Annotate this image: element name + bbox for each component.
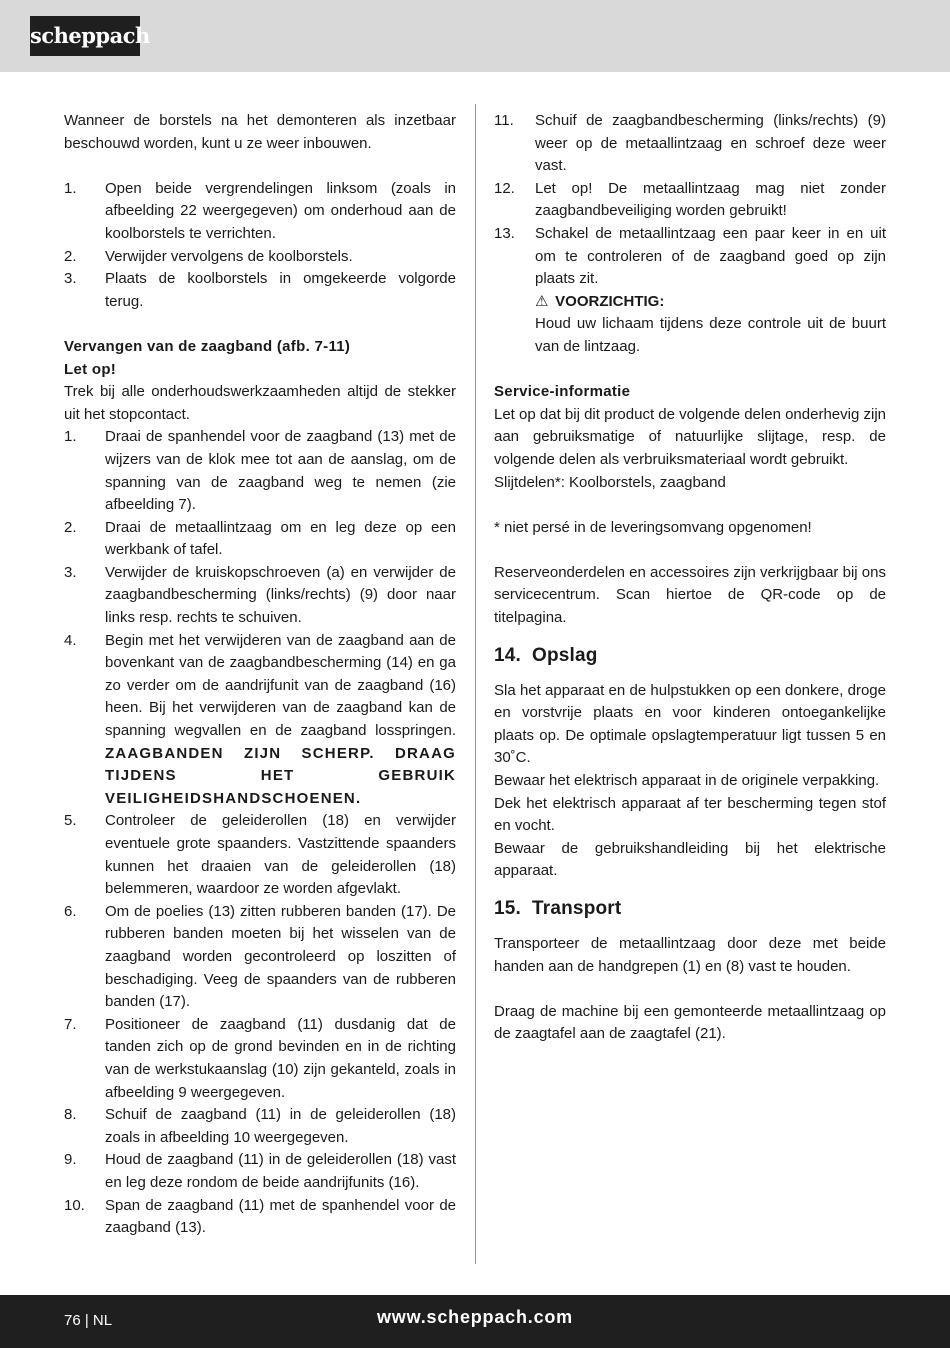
list-item: 2. Draai de metaallintzaag om en leg deze op een werkbank of tafel. <box>64 518 456 559</box>
list-item: 7. Positioneer de zaagband (11) dusdanig dat de tanden zich op de grond bevinden en in de richting van de werkstukaanslag (10) zijn gekanteld, zoals in afbeelding 9 weergegeven. <box>64 1015 456 1101</box>
service-heading: Service-informatie <box>494 383 631 401</box>
section-heading-storage: 14. Opslag <box>494 644 598 666</box>
page-header <box>0 0 950 72</box>
left-column <box>64 110 456 1240</box>
list-item: 1. Open beide vergrendelingen linksom (zoals in afbeelding 22 weergegeven) om onderhoud aan de koolborstels te verrichten. <box>64 179 456 242</box>
page-number: 76 | NL <box>64 1312 113 1329</box>
right-column <box>494 110 886 1046</box>
scheppach-logo: scheppach <box>30 16 140 56</box>
column-divider <box>475 104 476 1264</box>
caution-text: Houd uw lichaam tijdens deze controle uit de buurt van de lintzaag. <box>535 315 886 355</box>
list-item: 2. Verwijder vervolgens de koolborstels. <box>64 247 353 265</box>
page-footer <box>0 1295 950 1348</box>
transport-p2: Draag de machine bij een gemonteerde metaallintzaag op de zaagtafel aan de zaagtafel (21). <box>494 1002 886 1043</box>
list-item: 12. Let op! De metaallintzaag mag niet zonder zaagbandbeveiliging worden gebruikt! <box>494 179 886 220</box>
list-item: 6. Om de poelies (13) zitten rubberen banden (17). De rubberen banden moeten bij het wisselen van de zaagband worden gecontroleerd op loszitten of beschadiging. Veeg de spaanders van de rubberen banden (17). <box>64 902 456 1011</box>
storage-p3: Dek het elektrisch apparaat af ter bescherming tegen stof en vocht. <box>494 794 886 835</box>
wear-parts: Slijtdelen*: Koolborstels, zaagband <box>494 473 726 491</box>
list-item: 1. Draai de spanhendel voor de zaagband (13) met de wijzers van de klok mee tot aan de aanslag, om de spanning van de zaagband weg te nemen (zie afbeelding 7). <box>64 428 456 514</box>
saw-band-steps-list <box>64 426 456 1239</box>
list-item: 5. Controleer de geleiderollen (18) en verwijder eventuele grote spaanders. Vastzittende spaanders kunnen het draaien van de geleiderollen (18) belemmeren, waardoor ze worden afgevlakt. <box>64 812 456 898</box>
saw-band-heading: Vervangen van de zaagband (afb. 7-11) <box>64 337 351 355</box>
section-heading-transport: 15. Transport <box>494 898 622 919</box>
brush-steps-list <box>64 178 456 314</box>
warning-triangle-icon: ⚠ <box>535 292 549 310</box>
note-label: Let op! <box>64 360 117 378</box>
storage-p1: Sla het apparaat en de hulpstukken op een donkere, droge en vorstvrije plaats en voor kinderen ontoegankelijke plaats op. De optimale opslagtemperatuur ligt tussen 5 en 30˚C. <box>494 681 886 767</box>
list-item: 3. Verwijder de kruiskopschroeven (a) en verwijder de zaagbandbescherming (links/rechts) (9) door naar links resp. rechts te schuiven. <box>64 563 456 627</box>
note-text: Trek bij alle onderhoudswerkzaamheden altijd de stekker uit het stopcontact. <box>64 383 456 423</box>
caution-block <box>494 291 886 359</box>
list-item: 10. Span de zaagband (11) met de spanhendel voor de zaagband (13). <box>64 1196 456 1237</box>
list-item: 13. Schakel de metaallintzaag een paar keer in en uit om te controleren of de zaagband goed op zijn plaats zit. <box>494 224 886 288</box>
storage-p4: Bewaar de gebruikshandleiding bij het elektrische apparaat. <box>494 839 886 880</box>
list-item: 3. Plaats de koolborstels in omgekeerde volgorde terug. <box>64 270 456 310</box>
footnote: * niet persé in de leveringsomvang opgenomen! <box>494 518 812 536</box>
list-item: 4. Begin met het verwijderen van de zaagband aan de bovenkant van de zaagbandbescherming (14) en ga zo verder om de aandrijfunit van de zaagband (16) heen. Bij het verwijderen van de zaagband kan de spanning wegvallen en de zaagband losspringen. ZAAGBANDEN ZIJN SCHERP. DRAAG TIJDENS HET GEBRUIK VEILIGHEIDSHANDSCHOENEN. <box>64 631 456 807</box>
storage-p2: Bewaar het elektrisch apparaat in de originele verpakking. <box>494 772 880 790</box>
caution-label: VOORZICHTIG: <box>555 292 665 310</box>
safety-warning-caps: ZAAGBANDEN ZIJN SCHERP. DRAAG TIJDENS HET GEBRUIK VEILIGHEIDSHANDSCHOENEN. <box>105 744 456 807</box>
spare-parts-text: Reserveonderdelen en accessoires zijn verkrijgbaar bij ons servicecentrum. Scan hiertoe de QR-code op de titelpagina. <box>494 563 886 627</box>
intro-paragraph: Wanneer de borstels na het demonteren als inzetbaar beschouwd worden, kunt u ze weer inbouwen. <box>64 112 456 152</box>
list-item: 9. Houd de zaagband (11) in de geleiderollen (18) vast en leg deze rondom de beide aandrijfunits (16). <box>64 1151 456 1191</box>
saw-band-steps-continued <box>494 110 886 359</box>
website-url: www.scheppach.com <box>377 1307 573 1327</box>
list-item: 8. Schuif de zaagband (11) in de geleiderollen (18) zoals in afbeelding 10 weergegeven. <box>64 1106 456 1146</box>
service-text: Let op dat bij dit product de volgende delen onderhevig zijn aan gebruiksmatige of natuurlijke slijtage, resp. de volgende delen als verbruiksmateriaal wordt gebruikt. <box>494 405 886 468</box>
transport-p1: Transporteer de metaallintzaag door deze met beide handen aan de handgrepen (1) en (8) vast te houden. <box>494 935 886 975</box>
list-item: 11. Schuif de zaagbandbescherming (links/rechts) (9) weer op de metaallintzaag en schroef deze weer vast. <box>494 112 886 175</box>
